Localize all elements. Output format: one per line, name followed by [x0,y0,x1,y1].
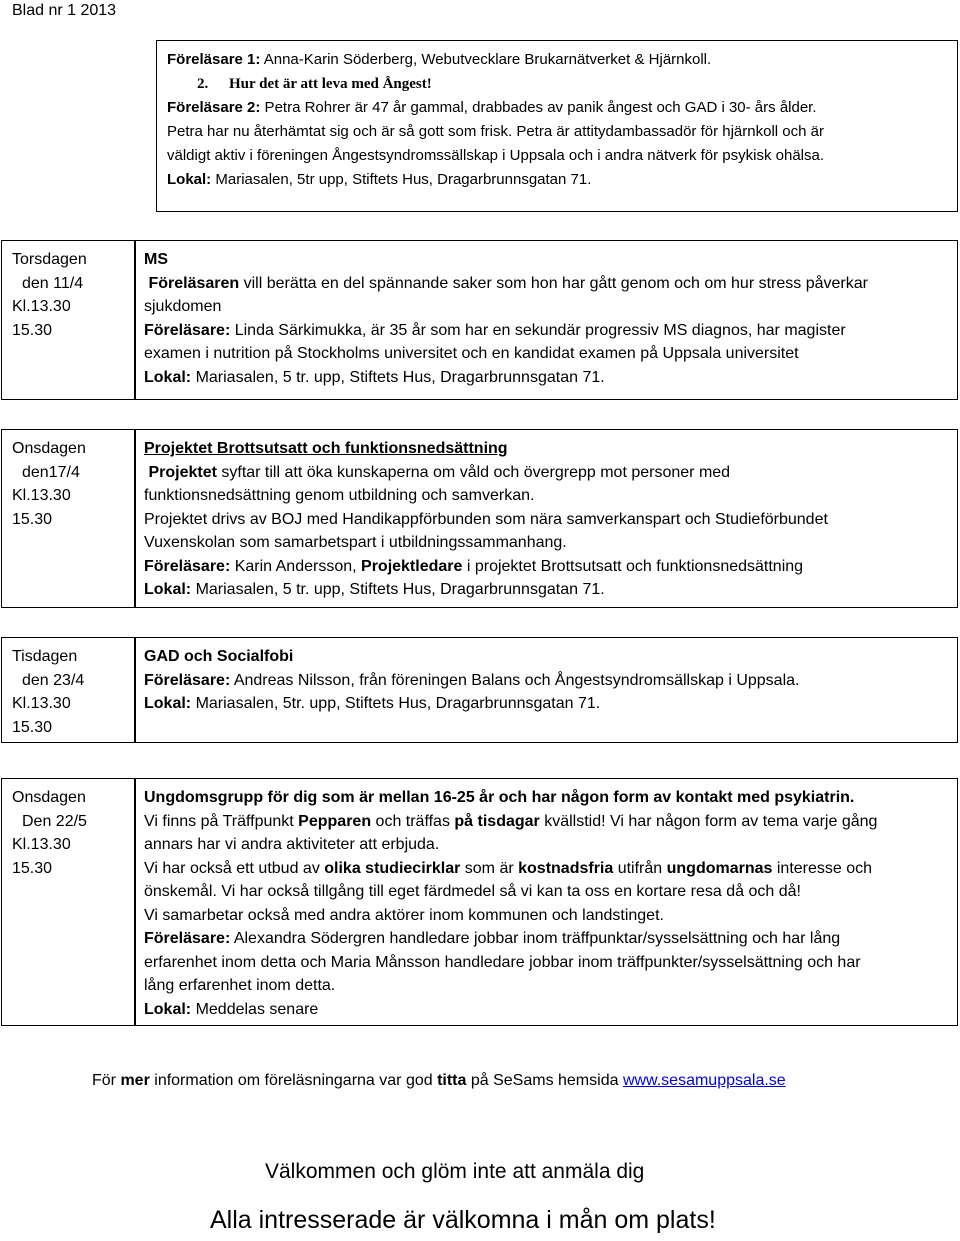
session-time-start: Kl.13.30 [12,836,71,853]
speaker-text: Karin Andersson, [230,557,362,575]
session-continued-text [167,48,945,192]
session-info-cell [134,240,958,400]
session-date-cell [1,778,136,1026]
session-description: utifrån [613,859,667,877]
speaker-text: Alexandra Södergren handledare jobbar inom träffpunktar/sysselsättning och har lång [230,930,841,947]
speaker-bio: väldigt aktiv i föreningen Ångestsyndromssällskap i Uppsala och i andra nätverk för psykisk ohälsa. [167,147,824,164]
session-title: GAD och Socialfobi [144,648,294,665]
session-title: Ungdomsgrupp för dig som är mellan 16-25 år och har någon form av kontakt med psykiatrin. [144,789,855,806]
footer-info [92,1072,786,1090]
session-date: Den 22/5 [22,812,87,830]
session-day: Tisdagen [12,648,78,665]
highlight-text: olika studiecirklar [324,859,461,877]
speaker-text: Andreas Nilsson, från föreningen Balans och Ångestsyndromsällskap i Uppsala. [230,671,800,689]
venue-text: Mariasalen, 5tr upp, Stiftets Hus, Dragarbrunnsgatan 71. [211,171,592,188]
speaker-bio: Petra har nu återhämtat sig och är så gott som frisk. Petra är attitydambassadör för hjärnkoll och är [167,123,824,140]
venue-label: Lokal: [144,368,192,386]
session-date: den 11/4 [22,274,84,292]
session-description: annars har vi andra aktiviteter att erbjuda. [144,836,440,853]
session-day: Torsdagen [12,251,87,268]
session-day: Onsdagen [12,789,86,806]
session-date: den17/4 [22,463,80,481]
session-description: och träffas [371,812,455,830]
footer-text: För [92,1072,121,1089]
session-day: Onsdagen [12,440,86,457]
speaker-text: Linda Särkimukka, är 35 år som har en sekundär progressiv MS diagnos, har magister [230,321,846,339]
speaker-label: Föreläsare 1: [167,51,261,68]
speaker-text: Petra Rohrer är 47 år gammal, drabbades av panik ångest och GAD i 30- års ålder. [260,99,817,116]
project-label: Projektet [148,463,217,481]
highlight-text: ungdomarnas [666,859,773,877]
speaker-text: lång erfarenhet inom detta. [144,977,336,994]
venue-label: Lokal: [144,581,192,598]
website-link[interactable]: www.sesamuppsala.se [622,1072,786,1089]
welcome-message: Välkommen och glöm inte att anmäla dig [265,1160,645,1183]
speaker-label: Föreläsaren [148,274,240,292]
venue-text: Meddelas senare [191,1000,319,1018]
page-header: Blad nr 1 2013 [12,2,117,19]
meeting-day: på tisdagar [454,812,540,830]
session-info-cell [134,637,958,743]
session-ungdomsgrupp [0,778,960,1026]
session-description: Vi finns på Träffpunkt [144,812,299,830]
session-description: interesse och [772,859,873,877]
session-description: Vi samarbetar också med andra aktörer inom kommunen och landstinget. [144,906,664,924]
session-title: Projektet Brottsutsatt och funktionsnedsättning [144,440,508,457]
session-date-cell [1,429,136,608]
session-description: Vuxenskolan som samarbetspart i utbildningssammanhang. [144,534,567,551]
session-description: sjukdomen [144,298,222,315]
venue-name: Pepparen [298,812,372,830]
speaker-label: Föreläsare: [144,930,231,947]
session-date-cell [1,637,136,743]
venue-text: Mariasalen, 5 tr. upp, Stiftets Hus, Dragarbrunnsgatan 71. [191,581,605,598]
venue-label: Lokal: [167,171,212,188]
session-brottsutsatt [0,429,960,608]
speaker-label: Föreläsare: [144,557,231,575]
venue-label: Lokal: [144,1000,192,1018]
footer-bold: titta [437,1072,467,1089]
session-description: Vi har också ett utbud av [144,859,325,877]
speaker-role: Projektledare [361,557,463,575]
venue-text: Mariasalen, 5 tr. upp, Stiftets Hus, Dragarbrunnsgatan 71. [191,368,605,386]
session-title: MS [144,251,168,268]
list-number: 2. [197,76,209,92]
session-time-end: 15.30 [12,510,53,528]
session-time-end: 15.30 [12,859,53,877]
session-time-end: 15.30 [12,321,53,339]
footer-text: på SeSams hemsida [466,1072,623,1089]
venue-label: Lokal: [144,695,192,712]
session-time-start: Kl.13.30 [12,298,71,315]
session-info-cell [134,778,958,1026]
highlight-text: kostnadsfria [518,859,614,877]
session-date-cell [1,240,136,400]
session-time-start: Kl.13.30 [12,487,71,504]
session-time-start: Kl.13.30 [12,695,71,712]
speaker-label: Föreläsare 2: [167,99,261,116]
speaker-text: erfarenhet inom detta och Maria Månsson handledare jobbar inom träffpunkter/sysselsättning och har [144,953,861,971]
speaker-label: Föreläsare: [144,321,231,339]
session-description: syftar till att öka kunskaperna om våld och övergrepp mot personer med [216,463,731,481]
welcome-closing: Alla intresserade är välkomna i mån om plats! [210,1206,716,1234]
speaker-text: Anna-Karin Söderberg, Webutvecklare Brukarnätverket & Hjärnkoll. [260,51,712,68]
footer-text: information om föreläsningarna var god [149,1072,438,1089]
session-description: Projektet drivs av BOJ med Handikappförbunden som nära samverkanspart och Studieförbundet [144,510,828,528]
footer-bold: mer [120,1072,150,1089]
venue-text: Mariasalen, 5tr. upp, Stiftets Hus, Dragarbrunnsgatan 71. [191,695,601,712]
session-description: funktionsnedsättning genom utbildning och samverkan. [144,487,535,504]
session-description: önskemål. Vi har också tillgång till eget färdmedel så vi kan ta oss en kortare resa då och då! [144,883,801,900]
session-info-cell [134,429,958,608]
speaker-label: Föreläsare: [144,671,231,689]
speaker-text: i projektet Brottsutsatt och funktionsnedsättning [462,557,804,575]
session-continued-box [156,40,958,212]
speaker-text: examen i nutrition på Stockholms universitet och en kandidat examen på Uppsala universitet [144,345,799,362]
session-ms [0,240,960,400]
session-time-end: 15.30 [12,718,53,736]
session-date: den 23/4 [22,671,85,689]
lecture-title: Hur det är att leva med Ångest! [229,76,432,92]
session-description: kvällstid! Vi har någon form av tema varje gång [539,812,878,830]
session-description: som är [460,859,519,877]
session-gad [0,637,960,743]
session-description: vill berätta en del spännande saker som hon har gått genom och om hur stress påverkar [239,274,868,292]
